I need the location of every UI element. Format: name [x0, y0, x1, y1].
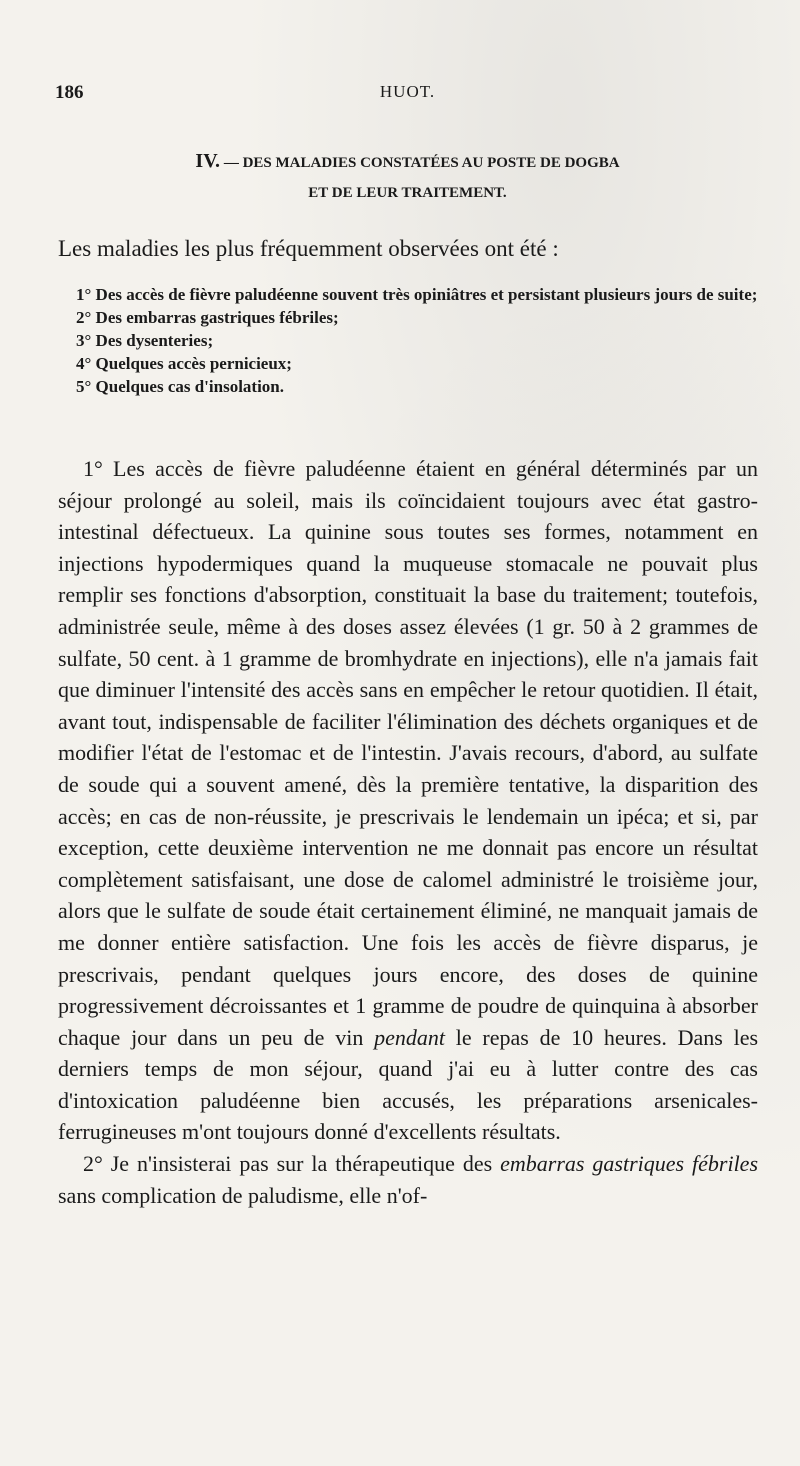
paragraph-text: sans complication de paludisme, elle n'of-	[58, 1182, 428, 1208]
section-title-line-2: ET DE LEUR TRAITEMENT.	[308, 185, 507, 201]
paragraph-gastric-embarrassment	[58, 1148, 758, 1211]
italic-text: pendant	[374, 1024, 445, 1050]
list-item: 2° Des embarras gastriques fébriles;	[76, 308, 339, 327]
list-item: 4° Quelques accès pernicieux;	[76, 354, 292, 373]
paragraph-text: 2° Je n'insisterai pas sur la thérapeutique des	[83, 1151, 493, 1177]
paragraph-malaria-treatment	[58, 453, 758, 1148]
body-text	[58, 453, 758, 1211]
section-dash: —	[223, 155, 239, 171]
running-head	[55, 82, 760, 108]
section-heading-line-1	[55, 146, 760, 178]
section-title-line-1: DES MALADIES CONSTATÉES AU POSTE DE DOGBA	[242, 155, 620, 171]
list-item: 5° Quelques cas d'insolation.	[76, 377, 285, 396]
section-numeral: IV.	[195, 150, 221, 172]
running-head-author: HUOT.	[379, 82, 436, 101]
list-item: 3° Des dysenteries;	[76, 331, 214, 350]
section-heading	[55, 146, 760, 208]
page-number: 186	[55, 82, 84, 103]
paragraph-text: 1° Les accès de fièvre paludéenne étaient en général déterminés par un séjour prolongé au soleil, mais ils coïncidaient toujours avec état gastro-intestinal défectueux. La quinine sous toutes ses formes, notamment en injections hypodermiques quand la muqueuse stomacale ne pouvait plus remplir ses fonctions d'absorption, constituait la base du traitement; toutefois, administrée seule, même à des doses assez élevées (1 gr. 50 à 2 grammes de sulfate, 50 cent. à 1 gramme de bromhydrate en injections), elle n'a jamais fait que diminuer l'intensité des accès sans en empêcher le retour quotidien. Il était, avant tout, indispensable de faciliter l'élimination des déchets organiques et de modifier l'état de l'estomac et de l'intestin. J'avais recours, d'abord, au sulfate de soude qui a souvent amené, dès la première tentative, la disparition des accès; en cas de non-réussite, je prescrivais le lendemain un ipéca; et si, par exception, cette deuxième intervention ne me donnait pas encore un résultat complètement satisfaisant, une dose de calomel administré le troisième jour, alors que le sulfate de soude était certainement éliminé, ne manquait jamais de me donner entière satisfaction. Une fois les accès de fièvre disparus, je prescrivais, pendant quelques jours encore, des doses de quinine progressivement décroissantes et 1 gramme de poudre de quinquina à absorber chaque jour dans un peu de vin	[58, 456, 758, 1050]
italic-text: embarras gastriques fébriles	[500, 1151, 759, 1177]
paragraph-text: le repas de 10 heures. Dans les derniers temps de mon séjour, quand j'ai eu à lutter contre des cas d'intoxication paludéenne bien accusés, les préparations arsenicales-ferrugineuses m'ont toujours donné d'excellents résultats.	[58, 1024, 759, 1145]
disease-list	[58, 283, 758, 398]
list-item: 1° Des accès de fièvre paludéenne souvent très opiniâtres et persistant plusieurs jours de suite;	[76, 285, 758, 304]
intro-sentence: Les maladies les plus fréquemment observées ont été :	[58, 236, 559, 261]
